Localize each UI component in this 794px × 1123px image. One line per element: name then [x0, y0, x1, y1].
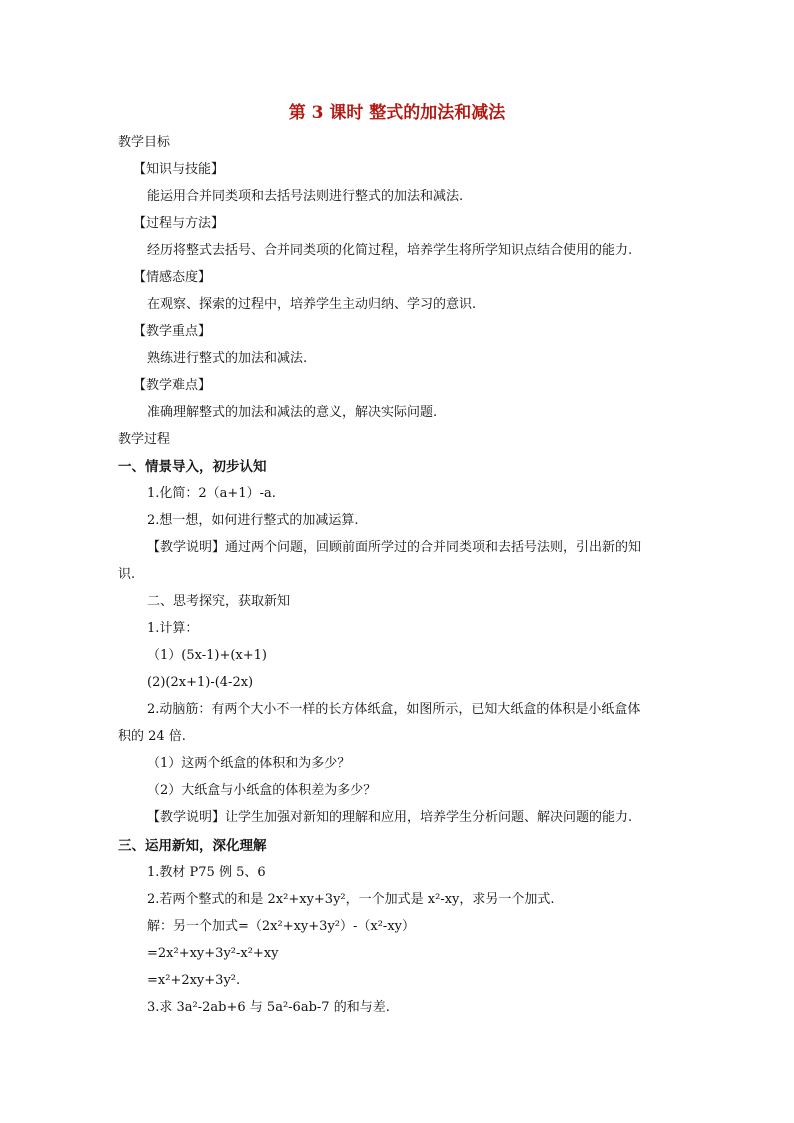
section3-heading: 三、运用新知，深化理解	[118, 838, 267, 854]
section2-note: 【教学说明】让学生加强对新知的理解和应用，培养学生分析问题、解决问题的能力.	[147, 810, 633, 825]
section1-heading: 一、情景导入，初步认知	[118, 459, 267, 475]
process-text: 经历将整式去括号、合并同类项的化简过程，培养学生将所学知识点结合使用的能力.	[147, 243, 633, 258]
section1-question1: 1.化简：2（a+1）-a.	[147, 486, 276, 501]
page-title: 第 3 课时 整式的加法和减法	[288, 103, 506, 123]
key-heading: 【教学重点】	[133, 324, 212, 339]
section2-calc-2: (2)(2x+1)-(4-2x)	[147, 675, 254, 690]
process-heading: 【过程与方法】	[133, 216, 225, 231]
section3-solution-line3: =x²+2xy+3y².	[147, 973, 241, 988]
difficulty-text: 准确理解整式的加法和减法的意义，解决实际问题.	[147, 405, 438, 420]
section2-heading: 二、思考探究，获取新知	[147, 594, 291, 609]
emotion-text: 在观察、探索的过程中，培养学生主动归纳、学习的意识.	[147, 297, 477, 312]
process-section-heading: 教学过程	[118, 432, 171, 447]
section1-note-line1: 【教学说明】通过两个问题，回顾前面所学过的合并同类项和去括号法则，引出新的知	[147, 540, 642, 555]
section3-question1: 1.教材 P75 例 5、6	[147, 865, 266, 880]
section2-question2-line2: 积的 24 倍.	[118, 729, 186, 744]
section2-question2-line1: 2.动脑筋：有两个大小不一样的长方体纸盒，如图所示，已知大纸盒的体积是小纸盒体	[147, 702, 641, 717]
goals-heading: 教学目标	[118, 135, 171, 150]
section3-solution-line1: 解：另一个加式=（2x²+xy+3y²）-（x²-xy）	[147, 919, 415, 934]
emotion-heading: 【情感态度】	[133, 270, 212, 285]
section2-question2-a: （1）这两个纸盒的体积和为多少？	[147, 756, 351, 771]
section1-question2: 2.想一想，如何进行整式的加减运算.	[147, 513, 359, 528]
key-text: 熟练进行整式的加法和减法.	[147, 351, 308, 366]
difficulty-heading: 【教学难点】	[133, 378, 212, 393]
section2-calc: 1.计算：	[147, 621, 199, 636]
knowledge-heading: 【知识与技能】	[133, 162, 225, 177]
section2-calc-1: （1）(5x-1)+(x+1)	[147, 648, 267, 663]
section2-question2-b: （2）大纸盒与小纸盒的体积差为多少？	[147, 783, 377, 798]
section1-note-line2: 识.	[118, 567, 136, 582]
knowledge-text: 能运用合并同类项和去括号法则进行整式的加法和减法.	[147, 189, 464, 204]
section3-question3: 3.求 3a²-2ab+6 与 5a²-6ab-7 的和与差.	[147, 1000, 390, 1015]
section3-solution-line2: =2x²+xy+3y²-x²+xy	[147, 946, 279, 961]
section3-question2: 2.若两个整式的和是 2x²+xy+3y²，一个加式是 x²-xy，求另一个加式.	[147, 892, 555, 907]
